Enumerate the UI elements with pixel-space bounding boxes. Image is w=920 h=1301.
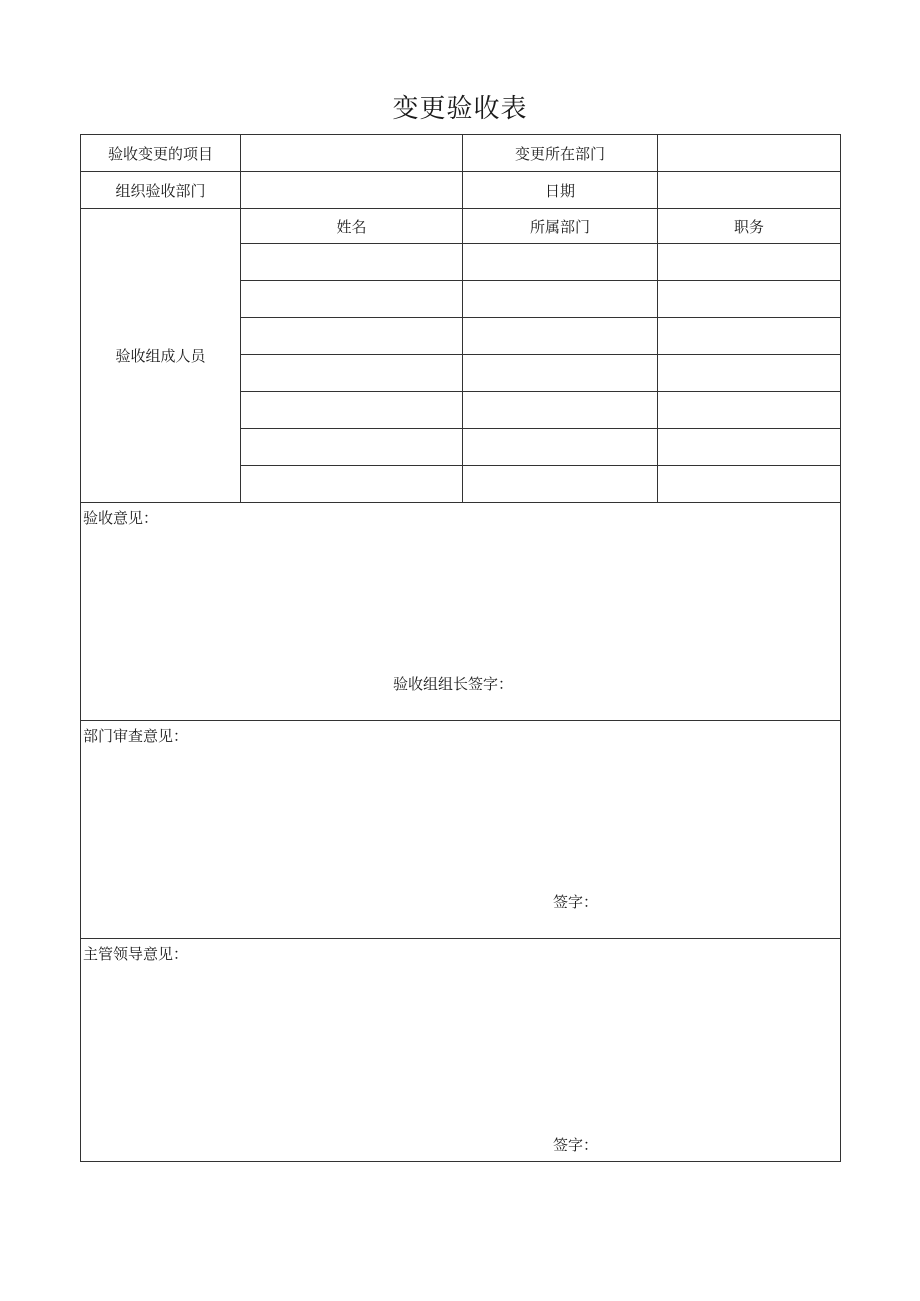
date-input-cell[interactable] <box>658 172 841 209</box>
member-header-dept: 所属部门 <box>463 209 658 244</box>
change-dept-label: 变更所在部门 <box>463 135 658 172</box>
acceptance-opinion-row <box>81 503 841 721</box>
acceptance-form-table <box>80 134 841 1162</box>
member-position-cell[interactable] <box>658 244 841 281</box>
member-position-cell[interactable] <box>658 392 841 429</box>
dept-review-row <box>81 721 841 939</box>
date-label: 日期 <box>463 172 658 209</box>
member-dept-cell[interactable] <box>463 392 658 429</box>
acceptance-leader-sign-label: 验收组组长签字： <box>393 675 514 693</box>
member-dept-cell[interactable] <box>463 429 658 466</box>
dept-review-cell[interactable] <box>81 721 841 939</box>
member-name-cell[interactable] <box>241 281 463 318</box>
dept-review-label: 部门审查意见： <box>83 727 189 745</box>
member-header-name: 姓名 <box>241 209 463 244</box>
member-position-cell[interactable] <box>658 281 841 318</box>
org-dept-input-cell[interactable] <box>241 172 463 209</box>
member-dept-cell[interactable] <box>463 355 658 392</box>
acceptance-opinion-cell[interactable] <box>81 503 841 721</box>
project-row <box>81 135 841 172</box>
member-name-cell[interactable] <box>241 244 463 281</box>
dept-review-sign-label: 签字： <box>553 893 599 911</box>
member-header-position: 职务 <box>658 209 841 244</box>
project-label: 验收变更的项目 <box>81 135 241 172</box>
member-position-cell[interactable] <box>658 318 841 355</box>
member-header-row <box>81 209 841 244</box>
leader-sign-label: 签字： <box>553 1136 599 1154</box>
leader-opinion-cell[interactable] <box>81 939 841 1162</box>
member-name-cell[interactable] <box>241 429 463 466</box>
member-dept-cell[interactable] <box>463 318 658 355</box>
acceptance-opinion-label: 验收意见： <box>83 509 159 527</box>
member-dept-cell[interactable] <box>463 466 658 503</box>
member-position-cell[interactable] <box>658 429 841 466</box>
leader-opinion-label: 主管领导意见： <box>83 945 189 963</box>
member-name-cell[interactable] <box>241 318 463 355</box>
members-label: 验收组成人员 <box>81 209 241 503</box>
member-position-cell[interactable] <box>658 355 841 392</box>
member-position-cell[interactable] <box>658 466 841 503</box>
member-name-cell[interactable] <box>241 466 463 503</box>
change-dept-input-cell[interactable] <box>658 135 841 172</box>
org-dept-label: 组织验收部门 <box>81 172 241 209</box>
org-dept-row <box>81 172 841 209</box>
member-dept-cell[interactable] <box>463 244 658 281</box>
leader-opinion-row <box>81 939 841 1162</box>
member-dept-cell[interactable] <box>463 281 658 318</box>
member-name-cell[interactable] <box>241 355 463 392</box>
project-input-cell[interactable] <box>241 135 463 172</box>
form-title: 变更验收表 <box>392 94 528 124</box>
member-name-cell[interactable] <box>241 392 463 429</box>
